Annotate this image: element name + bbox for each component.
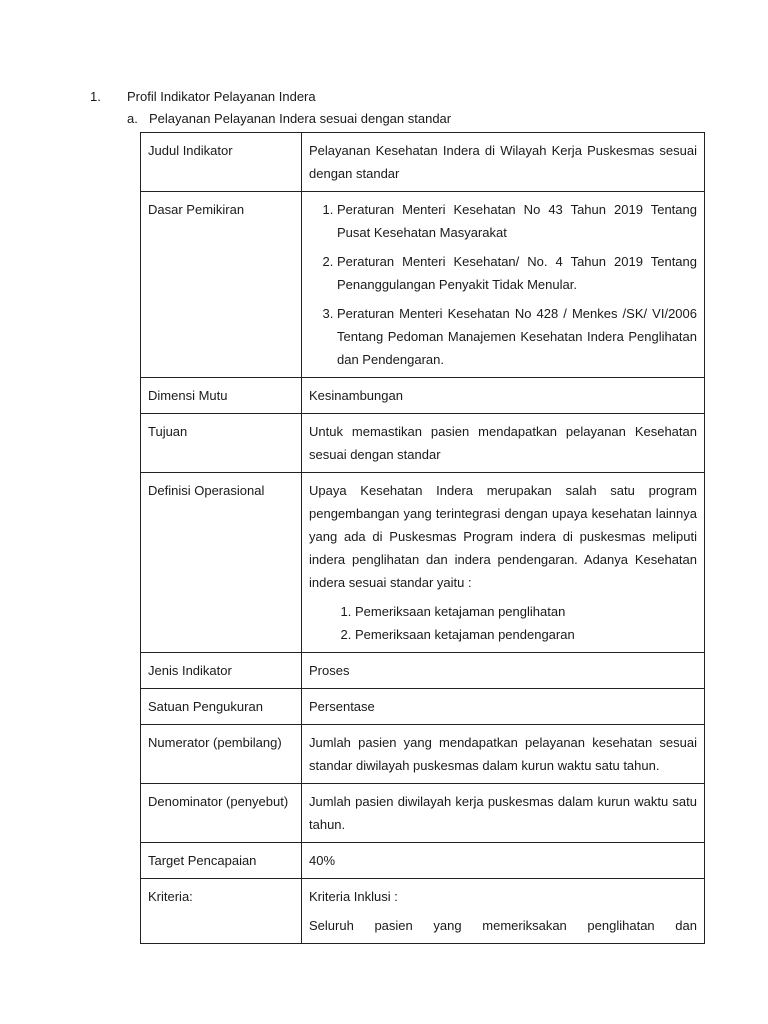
section-number: 1. bbox=[90, 89, 101, 104]
reference-list bbox=[309, 198, 697, 371]
row-value: Jumlah pasien yang mendapatkan pelayanan kesehatan sesuai standar diwilayah puskesmas dalam kurun waktu satu tahun. bbox=[302, 725, 705, 784]
section-heading bbox=[90, 88, 316, 106]
table-row-dasar bbox=[141, 192, 705, 378]
table-row-jenis bbox=[141, 653, 705, 689]
table-row-denominator bbox=[141, 784, 705, 843]
table-row-judul bbox=[141, 133, 705, 192]
list-item: 2. Peraturan Menteri Kesehatan/ No. 4 Tahun 2019 Tentang Penanggulangan Penyakit Tidak Menular. bbox=[337, 250, 697, 296]
row-label: Kriteria: bbox=[141, 879, 302, 944]
row-value: Persentase bbox=[302, 689, 705, 725]
row-value: 40% bbox=[302, 843, 705, 879]
row-label: Dimensi Mutu bbox=[141, 378, 302, 414]
table-row-satuan bbox=[141, 689, 705, 725]
definition-text: Upaya Kesehatan Indera merupakan salah satu program pengembangan yang terintegrasi dengan upaya kesehatan lainnya yang ada di Puskesmas Program indera di puskesmas meliputi indera penglihatan dan indera pendengaran. Adanya Kesehatan indera sesuai standar yaitu : bbox=[309, 483, 697, 590]
row-label: Numerator (pembilang) bbox=[141, 725, 302, 784]
list-item: 1. Pemeriksaan ketajaman penglihatan bbox=[355, 600, 697, 623]
row-value bbox=[302, 473, 705, 653]
row-label: Satuan Pengukuran bbox=[141, 689, 302, 725]
table-row-tujuan bbox=[141, 414, 705, 473]
row-value: Kesinambungan bbox=[302, 378, 705, 414]
row-label: Target Pencapaian bbox=[141, 843, 302, 879]
criteria-text: Seluruh pasien yang memeriksakan penglihatan dan bbox=[309, 918, 697, 933]
table-row-kriteria bbox=[141, 879, 705, 944]
row-value bbox=[302, 879, 705, 944]
row-value bbox=[302, 192, 705, 378]
row-value: Pelayanan Kesehatan Indera di Wilayah Kerja Puskesmas sesuai dengan standar bbox=[302, 133, 705, 192]
row-label: Definisi Operasional bbox=[141, 473, 302, 653]
list-item: 2. Pemeriksaan ketajaman pendengaran bbox=[355, 623, 697, 646]
row-value: Proses bbox=[302, 653, 705, 689]
row-label: Tujuan bbox=[141, 414, 302, 473]
row-value: Jumlah pasien diwilayah kerja puskesmas dalam kurun waktu satu tahun. bbox=[302, 784, 705, 843]
subsection-title: Pelayanan Pelayanan Indera sesuai dengan standar bbox=[149, 111, 452, 126]
section-title: Profil Indikator Pelayanan Indera bbox=[127, 89, 316, 104]
row-value: Untuk memastikan pasien mendapatkan pelayanan Kesehatan sesuai dengan standar bbox=[302, 414, 705, 473]
row-label: Jenis Indikator bbox=[141, 653, 302, 689]
subsection-heading bbox=[127, 110, 451, 128]
list-item: 1. Peraturan Menteri Kesehatan No 43 Tahun 2019 Tentang Pusat Kesehatan Masyarakat bbox=[337, 198, 697, 244]
indicator-profile-table bbox=[140, 132, 705, 944]
list-item: 3. Peraturan Menteri Kesehatan No 428 / Menkes /SK/ VI/2006 Tentang Pedoman Manajemen Kesehatan Indera Penglihatan dan Pendengaran. bbox=[337, 302, 697, 371]
row-label: Dasar Pemikiran bbox=[141, 192, 302, 378]
table-row-dimensi bbox=[141, 378, 705, 414]
table-row-numerator bbox=[141, 725, 705, 784]
table-row-target bbox=[141, 843, 705, 879]
examination-list bbox=[309, 600, 697, 646]
row-label: Denominator (penyebut) bbox=[141, 784, 302, 843]
table-row-definisi bbox=[141, 473, 705, 653]
criteria-heading: Kriteria Inklusi : bbox=[309, 889, 398, 904]
subsection-letter: a. bbox=[127, 111, 138, 126]
row-label: Judul Indikator bbox=[141, 133, 302, 192]
